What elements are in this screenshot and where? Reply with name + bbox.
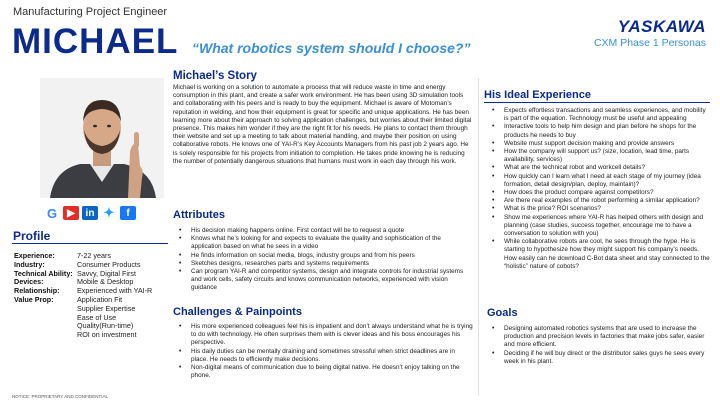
- persona-quote: “What robotics system should I choose?”: [192, 40, 471, 56]
- attributes-list: [175, 227, 473, 293]
- goals-heading: Goals: [487, 307, 518, 319]
- ideal-item: • Website must support decision making and provide answers: [488, 140, 710, 148]
- challenges-heading: Challenges & Painpoints: [173, 306, 302, 318]
- goals-list: [488, 325, 710, 366]
- attributes-item: • His decision making happens online. First contact will be to request a quote: [175, 227, 473, 235]
- deck-subtitle: CXM Phase 1 Personas: [593, 37, 706, 49]
- challenges-item: • Non-digital means of communication due to being digital native. He doesn’t enjoy talking on the phone.: [175, 364, 473, 380]
- story-text: Michael is working on a solution to automate a process that will reduce waste in time and energy consumption in this plant, and create a safer work environment. He has been using 3D simulation tools and collaborating with his peers and is ready to buy the equipment. Michael is aware of Motoman’s reputation in welding, and how their equipment is great for specific and unique applications. He has been learning more about their approach to solving application challenges, but worries about their limited digital presence. This makes him wonder if they are the right fit for his needs. He plans to contact them through their website and set up a meeting to talk about material handling, and maybe their position on using collaborative robots. He knows one of YAI-R’s Key Accounts Managers from his past job 2 years ago. He is solely responsible for his projects from initiation to completion. He takes pride knowing he is reducing the number of potentially dangerous situations that humans must work in each day through his work.: [173, 84, 472, 165]
- profile-value: Ease of Use: [77, 312, 117, 322]
- profile-value: Supplier Expertise: [77, 303, 136, 313]
- profile-heading: Profile: [13, 229, 51, 243]
- google-icon[interactable]: G: [44, 206, 60, 220]
- ideal-divider: [484, 102, 710, 103]
- column-divider: [478, 78, 479, 396]
- profile-value: Consumer Products: [77, 259, 141, 269]
- attributes-item: • Can program YAI-R and competitor systems, design and integrate controls for industrial systems and work cells, safety circuits and knows communication networks, experienced with vision guidance: [175, 268, 473, 293]
- facebook-icon[interactable]: f: [120, 206, 136, 220]
- notice-footer: NOTICE: PROPRIETARY AND CONFIDENTIAL: [12, 394, 109, 399]
- ideal-item: • What are the technical robot and workcell details?: [488, 164, 710, 172]
- ideal-heading: His Ideal Experience: [484, 89, 591, 101]
- attributes-item: • Knows what he’s looking for and expects to evaluate the quality and sophistication of the application based on what he sees in a video: [175, 235, 473, 251]
- profile-key: [14, 314, 77, 323]
- profile-key: [14, 331, 77, 340]
- goals-item: • Designing automated robotics systems that are used to increase the production and precision levels in factories that make jobs safer, easier and more efficient.: [488, 325, 710, 350]
- story-heading: Michael’s Story: [173, 70, 257, 82]
- challenges-item: • His daily duties can be mentally draining and sometimes stressful when strict deadlines are in place. He needs to efficiently make decisions.: [175, 348, 473, 364]
- profile-key: Relationship:: [14, 286, 60, 296]
- goals-item: • Deciding if he will buy direct or the distributor sales guys he sees every week in his plant.: [488, 350, 710, 366]
- profile-value: Quality(Run-time): [77, 321, 134, 331]
- brand-block: [594, 17, 706, 49]
- persona-name: MICHAEL: [12, 22, 179, 61]
- profile-divider: [12, 243, 168, 244]
- profile-key: [14, 322, 77, 331]
- ideal-item: • How quickly can I learn what I need at each stage of my journey (idea formation, detail design/plan, deploy, maintain)?: [488, 173, 710, 189]
- profile-key: Value Prop:: [14, 294, 54, 304]
- persona-photo: [40, 78, 164, 198]
- profile-key: [14, 305, 77, 314]
- social-icons: [44, 206, 136, 220]
- ideal-item: • What is the price? ROI scenarios?: [488, 205, 710, 213]
- profile-table: [14, 252, 152, 340]
- profile-value: Mobile & Desktop: [77, 277, 134, 287]
- profile-row: [14, 331, 152, 340]
- role-label: Manufacturing Project Engineer: [13, 6, 168, 18]
- linkedin-icon[interactable]: in: [82, 206, 98, 220]
- profile-value: Experienced with YAI-R: [77, 286, 153, 296]
- profile-value: 7-22 years: [77, 251, 111, 260]
- ideal-item: • Show me experiences where YAI-R has helped others with design and planning (case studies, success together, encourage me to have a conversation to solution with you): [488, 214, 710, 239]
- profile-key: Industry:: [14, 259, 45, 269]
- profile-key: Technical Ability:: [14, 268, 73, 278]
- ideal-list: [488, 107, 710, 271]
- challenges-list: [175, 323, 473, 380]
- profile-value: Application Fit: [77, 294, 123, 304]
- attributes-heading: Attributes: [173, 209, 225, 221]
- profile-key: Experience:: [14, 251, 55, 260]
- ideal-item: • How does the product compare against competitors?: [488, 189, 710, 197]
- ideal-item: • Expects effortless transactions and seamless experiences, and mobility is part of the equation. Technology must be useful and appealing: [488, 107, 710, 123]
- yaskawa-logo: YASKAWA: [617, 17, 706, 36]
- ideal-item: • Are there real examples of the robot performing a similar application?: [488, 197, 710, 205]
- challenges-item: • His more experienced colleagues feel his is impatient and don’t always understand what he is trying to do with technology. He often surprises them with is clever ideas and his boss encourages his perspective.: [175, 323, 473, 348]
- ideal-item: • How the company will support us? (size, location, lead time, parts availability, services): [488, 148, 710, 164]
- twitter-icon[interactable]: ✦: [101, 206, 117, 220]
- profile-key: Devices:: [14, 277, 44, 287]
- youtube-icon[interactable]: ▶: [63, 206, 79, 220]
- profile-value: ROI on investment: [77, 330, 137, 340]
- ideal-item: • Interactive tools to help him design and plan before he shops for the products he needs to buy: [488, 123, 710, 139]
- ideal-item: • While collaborative robots are cool, he sees through the hype. He is starting to hypothesize how they might support his company’s needs. How easily can he download C-Bot data sheet and stay connected to the “holistic” nature of cobots?: [488, 238, 710, 271]
- attributes-item: • He finds information on social media, blogs, industry groups and from his peers: [175, 252, 473, 260]
- attributes-item: • Sketches designs, researches parts and systems requirements: [175, 260, 473, 268]
- profile-value: Savvy, Digital First: [77, 268, 136, 278]
